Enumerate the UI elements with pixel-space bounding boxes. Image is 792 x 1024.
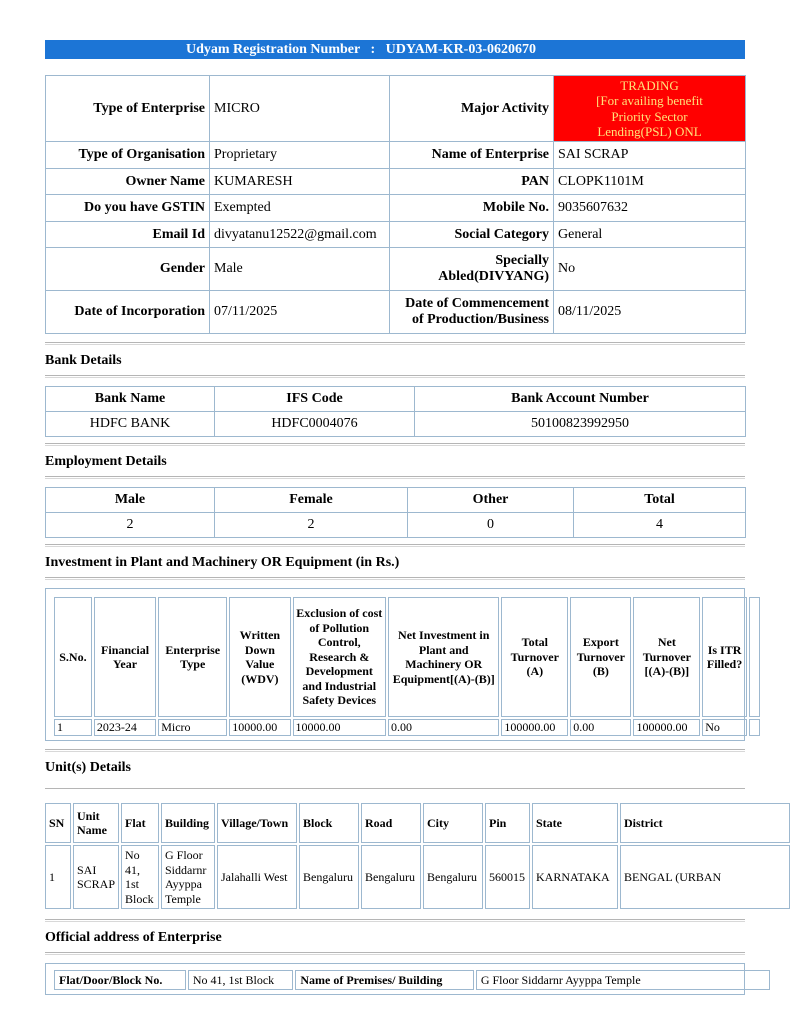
sn-header: SN [45,803,71,843]
exclusion-cost-cell: 10000.00 [293,719,387,736]
account-number-header: Bank Account Number [415,387,746,412]
pan-label: PAN [390,169,554,195]
pin-cell: 560015 [485,845,530,909]
email-label: Email Id [46,222,210,248]
table-header-row [45,803,790,843]
commencement-label-line: Date of Commencement [405,296,549,311]
registration-separator: : [370,42,376,57]
enterprise-type-header: Enterprise Type [158,597,227,717]
investment-table [52,595,762,738]
employment-details-title: Employment Details [45,454,167,469]
flat-cell: No 41, 1st Block [121,845,159,909]
truncated-header [749,597,760,717]
ifs-code-value: HDFC0004076 [215,412,415,437]
table-row [46,195,746,222]
premises-label: Name of Premises/ Building [295,970,474,990]
bank-name-value: HDFC BANK [46,412,215,437]
enterprise-name-label: Name of Enterprise [390,142,554,169]
activity-line: [For availing benefit [596,93,703,108]
commencement-date-label [390,291,554,334]
village-town-cell: Jalahalli West [217,845,297,909]
divider [45,476,745,479]
premises-value: G Floor Siddarnr Ayyppa Temple [476,970,770,990]
total-turnover-header: Total Turnover (A) [501,597,568,717]
major-activity-label: Major Activity [390,76,554,142]
gender-label: Gender [46,248,210,291]
official-address-table [52,968,772,992]
total-turnover-cell: 100000.00 [501,719,568,736]
net-investment-cell: 0.00 [388,719,499,736]
female-header: Female [215,488,408,513]
type-of-enterprise-label: Type of Enterprise [46,76,210,142]
investment-table-container [45,588,745,741]
official-address-title: Official address of Enterprise [45,930,222,945]
table-row [45,845,790,909]
table-row [46,291,746,334]
mobile-label: Mobile No. [390,195,554,222]
specially-abled-label-line: Abled(DIVYANG) [438,269,549,284]
flat-door-value: No 41, 1st Block [188,970,293,990]
building-header: Building [161,803,215,843]
financial-year-header: Financial Year [94,597,156,717]
unit-name-cell: SAI SCRAP [73,845,119,909]
incorporation-date-label: Date of Incorporation [46,291,210,334]
sn-cell: 1 [45,845,71,909]
total-count: 4 [574,513,746,538]
units-table [43,801,792,911]
table-header-row [46,387,746,412]
gender-value: Male [210,248,390,291]
gstin-value: Exempted [210,195,390,222]
road-cell: Bengaluru [361,845,421,909]
table-row [46,412,746,437]
investment-title: Investment in Plant and Machinery OR Equipment (in Rs.) [45,555,400,570]
activity-line: TRADING [620,77,679,93]
exclusion-cost-header: Exclusion of cost of Pollution Control, Research & Development and Industrial Safety Devices [293,597,387,717]
units-table-container [45,788,745,919]
specially-abled-label-line: Specially [495,253,549,268]
net-turnover-cell: 100000.00 [633,719,700,736]
sno-cell: 1 [54,719,92,736]
incorporation-date-value: 07/11/2025 [210,291,390,334]
registration-label: Udyam Registration Number [186,42,360,57]
gstin-label: Do you have GSTIN [46,195,210,222]
pin-header: Pin [485,803,530,843]
male-header: Male [46,488,215,513]
building-cell: G Floor Siddarnr Ayyppa Temple [161,845,215,909]
flat-header: Flat [121,803,159,843]
flat-door-label: Flat/Door/Block No. [54,970,186,990]
ifs-code-header: IFS Code [215,387,415,412]
social-category-label: Social Category [390,222,554,248]
bank-name-header: Bank Name [46,387,215,412]
divider [45,577,745,580]
bank-details-title: Bank Details [45,353,122,368]
enterprise-type-cell: Micro [158,719,227,736]
content [45,40,745,995]
other-count: 0 [408,513,574,538]
commencement-date-value: 08/11/2025 [554,291,746,334]
activity-line: Priority Sector [611,108,688,124]
state-header: State [532,803,618,843]
sno-header: S.No. [54,597,92,717]
registration-number: UDYAM-KR-03-0620670 [385,42,536,57]
specially-abled-label [390,248,554,291]
social-category-value: General [554,222,746,248]
pan-value: CLOPK1101M [554,169,746,195]
village-town-header: Village/Town [217,803,297,843]
block-cell: Bengaluru [299,845,359,909]
female-count: 2 [215,513,408,538]
table-row [54,719,760,736]
official-address-container [45,963,745,995]
enterprise-name-value: SAI SCRAP [554,142,746,169]
type-of-enterprise-value: MICRO [210,76,390,142]
commencement-label-line: of Production/Business [411,312,549,327]
itr-filed-cell: No [702,719,747,736]
table-row [46,76,746,142]
export-turnover-cell: 0.00 [570,719,631,736]
block-header: Block [299,803,359,843]
organisation-label: Type of Organisation [46,142,210,169]
city-header: City [423,803,483,843]
net-turnover-header: Net Turnover [(A)-(B)] [633,597,700,717]
major-activity-value [554,76,746,142]
male-count: 2 [46,513,215,538]
table-row [46,513,746,538]
wdv-cell: 10000.00 [229,719,290,736]
table-header-row [54,597,760,717]
district-cell: BENGAL (URBAN [620,845,790,909]
export-turnover-header: Export Turnover (B) [570,597,631,717]
table-row [46,248,746,291]
district-header: District [620,803,790,843]
activity-line: Lending(PSL) ONL [597,124,702,139]
unit-name-header: Unit Name [73,803,119,843]
financial-year-cell: 2023-24 [94,719,156,736]
specially-abled-value: No [554,248,746,291]
state-cell: KARNATAKA [532,845,618,909]
owner-name-value: KUMARESH [210,169,390,195]
net-investment-header: Net Investment in Plant and Machinery OR Equipment[(A)-(B)] [388,597,499,717]
account-number-value: 50100823992950 [415,412,746,437]
units-title: Unit(s) Details [45,760,131,775]
table-row [54,970,770,990]
table-row [46,142,746,169]
other-header: Other [408,488,574,513]
table-header-row [46,488,746,513]
employment-details-table [45,487,746,538]
total-header: Total [574,488,746,513]
truncated-cell [749,719,760,736]
registration-number-bar [45,40,745,59]
table-row [46,222,746,248]
enterprise-details-table [45,75,746,334]
road-header: Road [361,803,421,843]
wdv-header: Written Down Value (WDV) [229,597,290,717]
bank-details-table [45,386,746,437]
mobile-value: 9035607632 [554,195,746,222]
table-row [46,169,746,195]
divider [45,375,745,378]
itr-filed-header: Is ITR Filled? [702,597,747,717]
city-cell: Bengaluru [423,845,483,909]
owner-name-label: Owner Name [46,169,210,195]
email-value: divyatanu12522@gmail.com [210,222,390,248]
organisation-value: Proprietary [210,142,390,169]
divider [45,952,745,955]
